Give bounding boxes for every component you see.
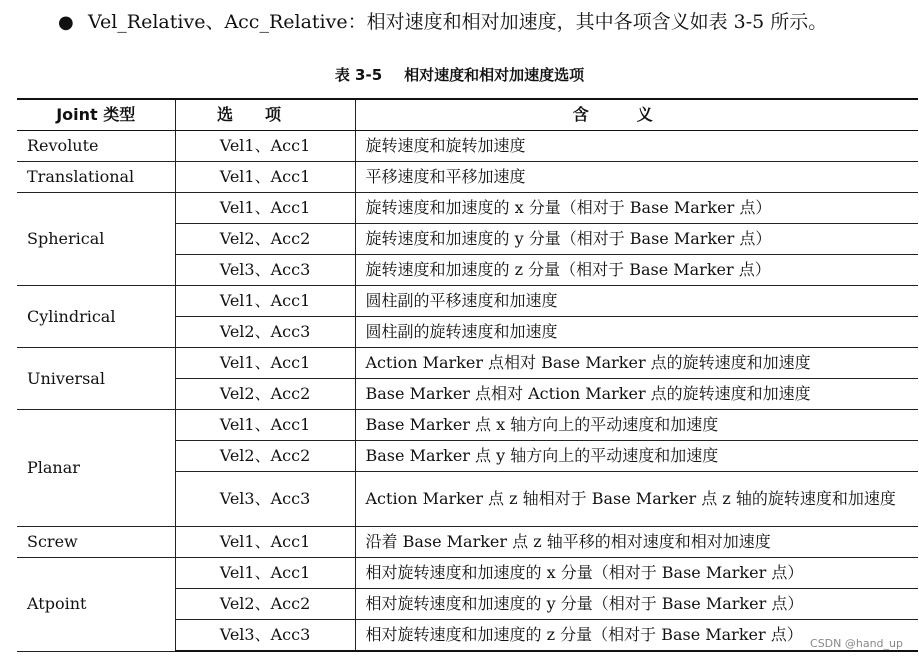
- option-cell: Vel1、Acc1: [175, 286, 355, 317]
- meaning-cell: 旋转速度和旋转加速度: [355, 131, 918, 162]
- joint-type-cell: Cylindrical: [17, 286, 175, 348]
- option-cell: Vel2、Acc2: [175, 589, 355, 620]
- option-cell: Vel2、Acc2: [175, 224, 355, 255]
- header-joint-type: Joint 类型: [17, 99, 175, 131]
- meaning-cell: 相对旋转速度和加速度的 x 分量（相对于 Base Marker 点）: [355, 558, 918, 589]
- table-row: [17, 286, 918, 317]
- meaning-cell: 圆柱副的平移速度和加速度: [355, 286, 918, 317]
- bullet-paragraph: [58, 8, 827, 37]
- option-cell: Vel1、Acc1: [175, 527, 355, 558]
- table-row: [17, 162, 918, 193]
- option-cell: Vel1、Acc1: [175, 162, 355, 193]
- joint-type-cell: Planar: [17, 410, 175, 527]
- header-option: 选项: [175, 99, 355, 131]
- bullet-dot-icon: ●: [58, 12, 74, 33]
- table-title: 相对速度和相对加速度选项: [404, 66, 585, 84]
- table-row: [17, 193, 918, 224]
- meaning-cell: 旋转速度和加速度的 y 分量（相对于 Base Marker 点）: [355, 224, 918, 255]
- meaning-cell: Base Marker 点 y 轴方向上的平动速度和加速度: [355, 441, 918, 472]
- meaning-cell: 相对旋转速度和加速度的 z 分量（相对于 Base Marker 点）: [355, 620, 918, 652]
- table-row: [17, 558, 918, 589]
- meaning-cell: 旋转速度和加速度的 x 分量（相对于 Base Marker 点）: [355, 193, 918, 224]
- option-cell: Vel2、Acc3: [175, 317, 355, 348]
- bullet-text: Vel_Relative、Acc_Relative：相对速度和相对加速度，其中各项含义如表 3-5 所示。: [88, 11, 828, 33]
- meaning-cell: Action Marker 点相对 Base Marker 点的旋转速度和加速度: [355, 348, 918, 379]
- table-caption: [0, 64, 919, 85]
- table-number: 表 3-5: [334, 66, 383, 84]
- joint-type-cell: Universal: [17, 348, 175, 410]
- meaning-cell: 圆柱副的旋转速度和加速度: [355, 317, 918, 348]
- meaning-cell: Base Marker 点相对 Action Marker 点的旋转速度和加速度: [355, 379, 918, 410]
- option-cell: Vel1、Acc1: [175, 410, 355, 441]
- header-meaning: 含义: [355, 99, 918, 131]
- option-cell: Vel1、Acc1: [175, 131, 355, 162]
- table-row: [17, 410, 918, 441]
- option-cell: Vel1、Acc1: [175, 193, 355, 224]
- joint-type-cell: Translational: [17, 162, 175, 193]
- option-cell: Vel2、Acc2: [175, 379, 355, 410]
- table-header-row: [17, 99, 918, 131]
- meaning-cell: 平移速度和平移加速度: [355, 162, 918, 193]
- option-cell: Vel1、Acc1: [175, 558, 355, 589]
- table-body: [17, 131, 918, 652]
- meaning-cell: 相对旋转速度和加速度的 y 分量（相对于 Base Marker 点）: [355, 589, 918, 620]
- joint-type-cell: Atpoint: [17, 558, 175, 652]
- options-table: [17, 98, 918, 652]
- joint-type-cell: Spherical: [17, 193, 175, 286]
- option-cell: Vel3、Acc3: [175, 620, 355, 652]
- option-cell: Vel2、Acc2: [175, 441, 355, 472]
- option-cell: Vel3、Acc3: [175, 472, 355, 527]
- watermark: CSDN @hand_up: [810, 637, 903, 650]
- meaning-cell: 旋转速度和加速度的 z 分量（相对于 Base Marker 点）: [355, 255, 918, 286]
- joint-type-cell: Revolute: [17, 131, 175, 162]
- table-row: [17, 348, 918, 379]
- joint-type-cell: Screw: [17, 527, 175, 558]
- table-row: [17, 527, 918, 558]
- meaning-cell: 沿着 Base Marker 点 z 轴平移的相对速度和相对加速度: [355, 527, 918, 558]
- meaning-cell: Base Marker 点 x 轴方向上的平动速度和加速度: [355, 410, 918, 441]
- meaning-cell: Action Marker 点 z 轴相对于 Base Marker 点 z 轴的旋转速度和加速度: [355, 472, 918, 527]
- table-row: [17, 131, 918, 162]
- option-cell: Vel1、Acc1: [175, 348, 355, 379]
- option-cell: Vel3、Acc3: [175, 255, 355, 286]
